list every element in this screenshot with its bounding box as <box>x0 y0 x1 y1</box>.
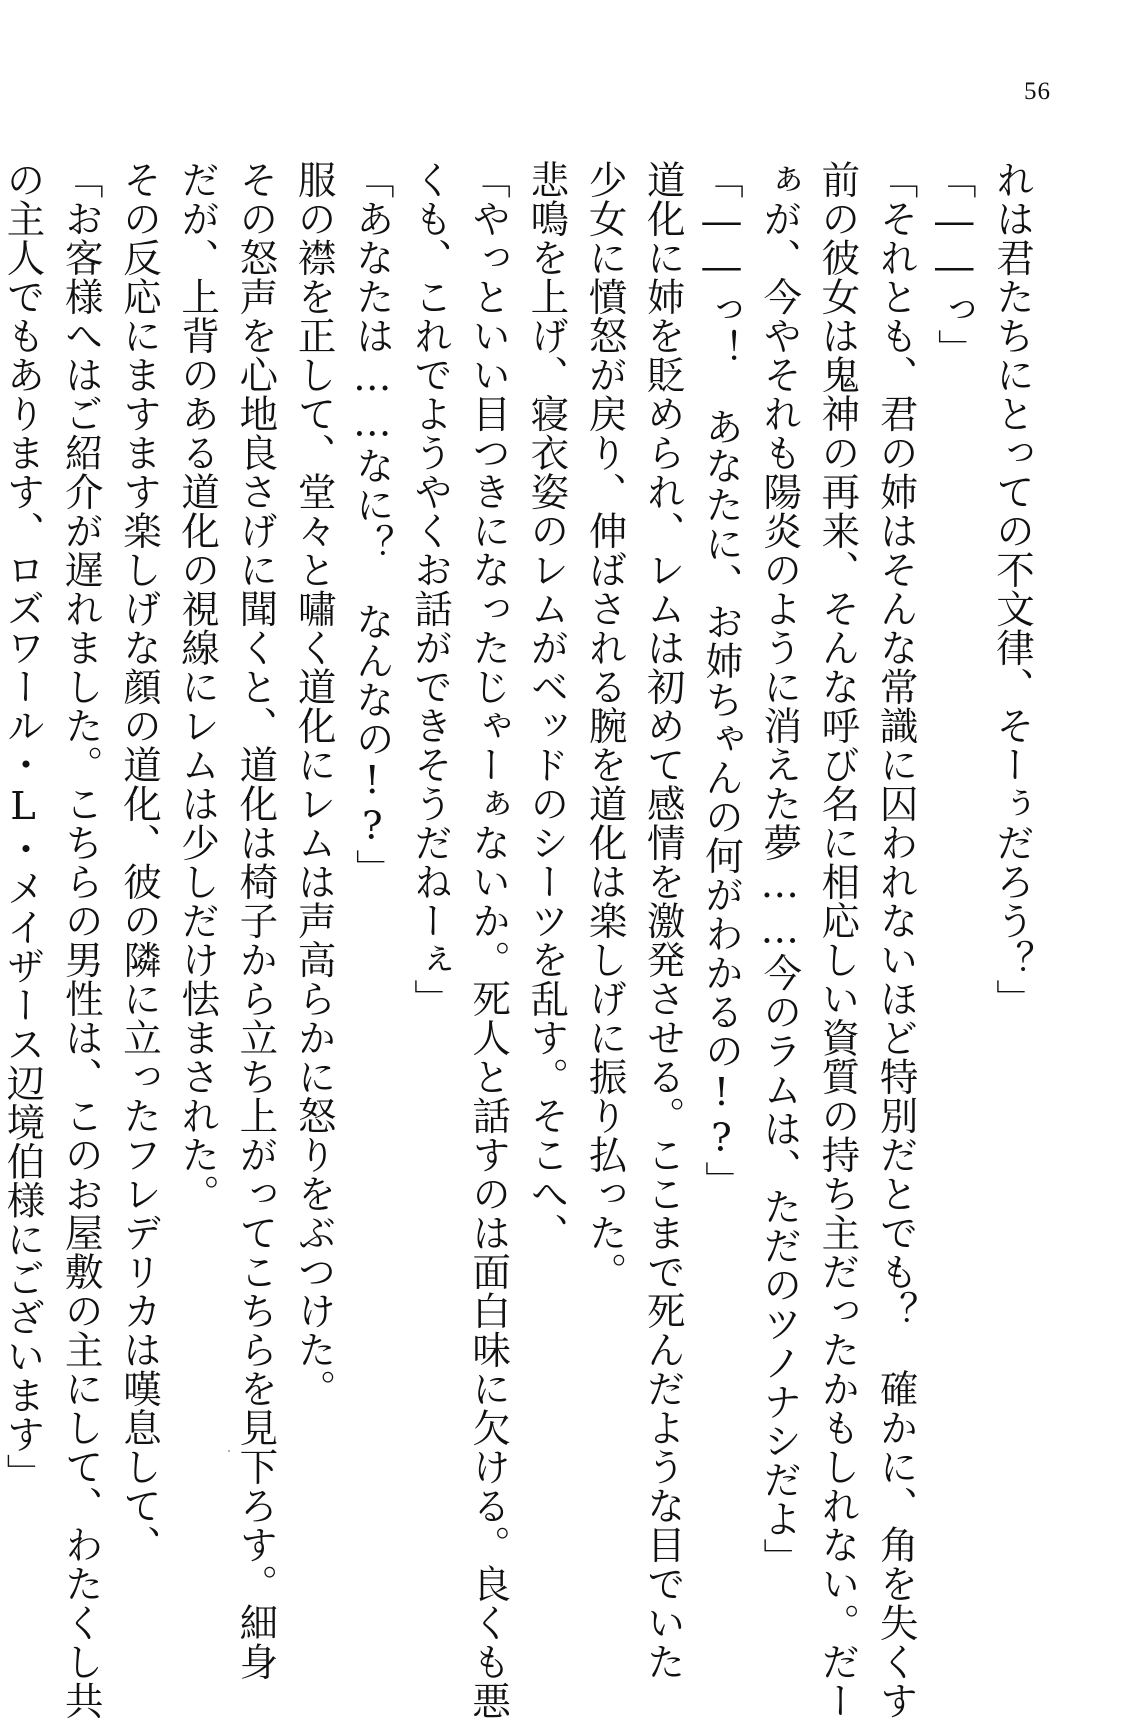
text-line: れは君たちにとっての不文律、そーぅだろう？」 <box>990 160 1035 1018</box>
text-line: だが、上背のある道化の視線にレムは少しだけ怯まされた。 <box>175 160 221 1213</box>
text-line: 前の彼女は鬼神の再来、そんな呼び名に相応しい資質の持ち主だったかもしれない。だー <box>815 160 861 1720</box>
text-line: 「――っ」 <box>931 160 977 368</box>
text-line: その反応にますます楽しげな顔の道化、彼の隣に立ったフレデリカは嘆息して、 <box>116 160 162 1564</box>
text-line: 「あなたは……なに？ なんなの!?」 <box>349 160 395 888</box>
text-line: ぁが、今やそれも陽炎のように消えた夢……今のラムは、ただのツノナシだよ」 <box>757 160 803 1577</box>
text-line: くも、これでようやくお話ができそうだねーぇ」 <box>407 160 453 1018</box>
text-line: 「それとも、君の姉はそんな常識に囚われないほど特別だとでも？ 確かに、角を失くす <box>873 160 919 1720</box>
text-line: 「――っ！ あなたに、お姉ちゃんの何がわかるの!?」 <box>698 160 744 1200</box>
text-line: 「お客様へはご紹介が遅れました。こちらの男性は、このお屋敷の主にして、わたくし共 <box>58 160 104 1720</box>
vertical-text-body <box>0 160 1041 1720</box>
text-line: 「やっといい目つきになったじゃーぁないか。死人と話すのは面白味に欠ける。良くも悪 <box>466 160 512 1720</box>
text-line: 悲鳴を上げ、寝衣姿のレムがベッドのシーツを乱す。そこへ、 <box>524 160 570 1252</box>
text-line: の主人でもあります、ロズワール・L・メイザース辺境伯様にございます」 <box>0 160 46 1493</box>
page-number: 56 <box>1024 78 1051 105</box>
text-line: その怒声を心地良さげに聞くと、道化は椅子から立ち上がってこちらを見下ろす。細身 <box>233 160 279 1681</box>
text-line: 服の襟を正して、堂々と嘯く道化にレムは声高らかに怒りをぶつけた。 <box>291 160 337 1408</box>
text-line: 道化に姉を貶められ、レムは初めて感情を激発させる。ここまで死んだような目でいた <box>640 160 686 1681</box>
scan-speck <box>228 1450 230 1452</box>
text-line: 少女に憤怒が戻り、伸ばされる腕を道化は楽しげに振り払った。 <box>582 160 628 1291</box>
